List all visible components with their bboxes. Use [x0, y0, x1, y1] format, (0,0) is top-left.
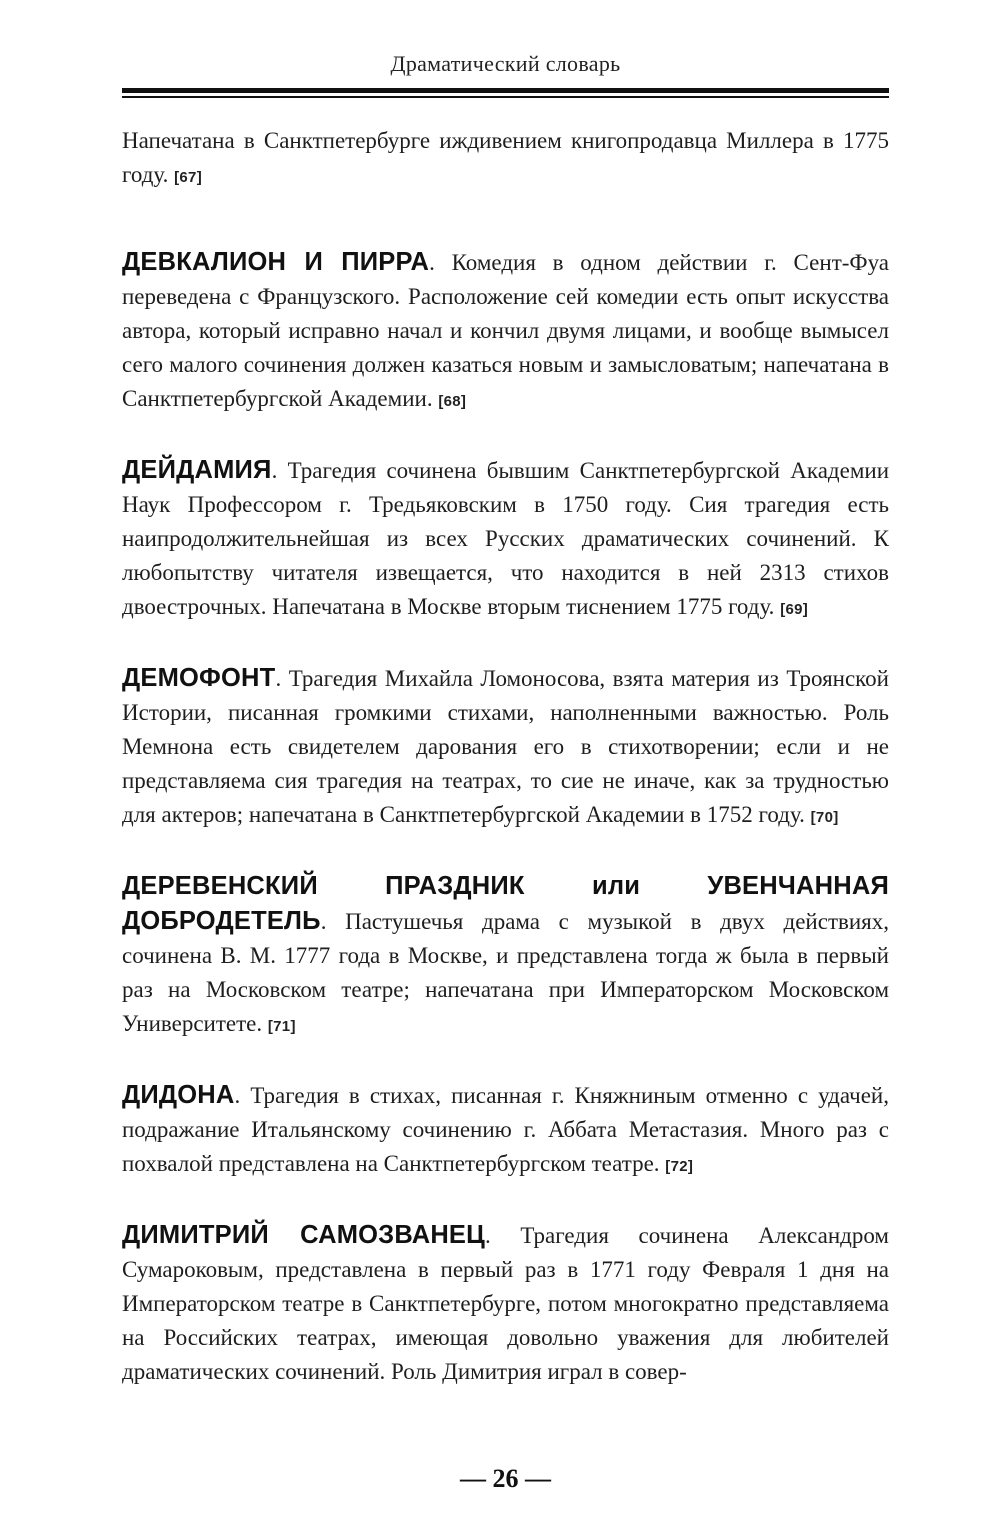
- entry-ref: [68]: [438, 393, 467, 410]
- entry-ref: [70]: [810, 809, 839, 826]
- entry-derevenskiy-prazdnik: [122, 869, 889, 1044]
- entry-text: . Трагедия сочинена Александром Сумароковым, представлена в первый раз в 1771 году Февраля 1 дня на Императорском театре в Санктпетербурге, потом многократно представляема на Российских театрах, имеющая довольно уважения для любителей драматических сочинений. Роль Димитрия играл в совер-: [122, 1223, 889, 1384]
- entry-text: . Комедия в одном действии г. Сент-Фуа переведена с Французского. Расположение сей комедии есть опыт искусства автора, который исправно начал и кончил двумя лицами, и вообще вымысел сего малого сочинения должен казаться новым и замысловатым; напечатана в Санктпетербургской Академии.: [122, 250, 889, 411]
- entry-ref: [71]: [267, 1018, 296, 1035]
- header-rule-thin: [122, 96, 889, 98]
- entry-text: Напечатана в Санктпетербурге иждивением книгопродавца Миллера в 1775 году.: [122, 128, 889, 187]
- entry-title: ДЕЙДАМИЯ: [122, 456, 272, 484]
- running-header: Драматический словарь: [390, 51, 621, 76]
- page-number: — 26 —: [460, 1464, 551, 1493]
- entry-text: . Пастушечья драма с музыкой в двух действиях, сочинена В. М. 1777 года в Москве, и представлена тогда ж была в первый раз на Московском театре; напечатана при Императорском Московском Университете.: [122, 909, 889, 1036]
- entry-devkalion-i-pirra: [122, 245, 889, 419]
- dictionary-content: [122, 124, 889, 1392]
- entry-title: ДЕРЕВЕНСКИЙ ПРАЗДНИК или УВЕНЧАННАЯ ДОБРОДЕТЕЛЬ: [122, 872, 889, 935]
- entry-text: . Трагедия сочинена бывшим Санктпетербургской Академии Наук Профессором г. Тредьяковским в 1750 году. Сия трагедия есть наипродолжительнейшая из всех Русских драматических сочинений. К любопытству читателя извещается, что находится в ней 2313 стихов двоестрочных. Напечатана в Москве вторым тиснением 1775 году.: [122, 458, 889, 619]
- entry-didona: [122, 1078, 889, 1184]
- entry-ref: [69]: [780, 601, 809, 618]
- entry-title: ДИДОНА: [122, 1081, 235, 1109]
- entry-continuation: [122, 124, 889, 195]
- page: [122, 44, 889, 1494]
- entry-ref: [67]: [174, 169, 202, 186]
- entry-text: . Трагедия Михайла Ломоносова, взята материя из Троянской Истории, писанная громкими стихами, наполненными важностью. Роль Мемнона есть свидетелем дарования его в стихотворении; если и не представляема сия трагедия на театрах, то сие не иначе, как за трудностью для актеров; напечатана в Санктпетербургской Академии в 1752 году.: [122, 666, 889, 827]
- entry-demofont: [122, 661, 889, 835]
- entry-title: ДЕМОФОНТ: [122, 664, 276, 692]
- entry-title: ДИМИТРИЙ САМОЗВАНЕЦ: [122, 1221, 485, 1249]
- entry-deidamiya: [122, 453, 889, 627]
- entry-text: . Трагедия в стихах, писанная г. Княжниным отменно с удачей, подражание Итальянскому сочинению г. Аббата Метастазия. Много раз с похвалой представлена на Санктпетербургском театре.: [122, 1083, 889, 1176]
- entry-title: ДЕВКАЛИОН И ПИРРА: [122, 248, 430, 276]
- entry-ref: [72]: [665, 1158, 694, 1175]
- entry-dimitriy-samozvanets: [122, 1218, 889, 1392]
- header-rule-thick: [122, 88, 889, 93]
